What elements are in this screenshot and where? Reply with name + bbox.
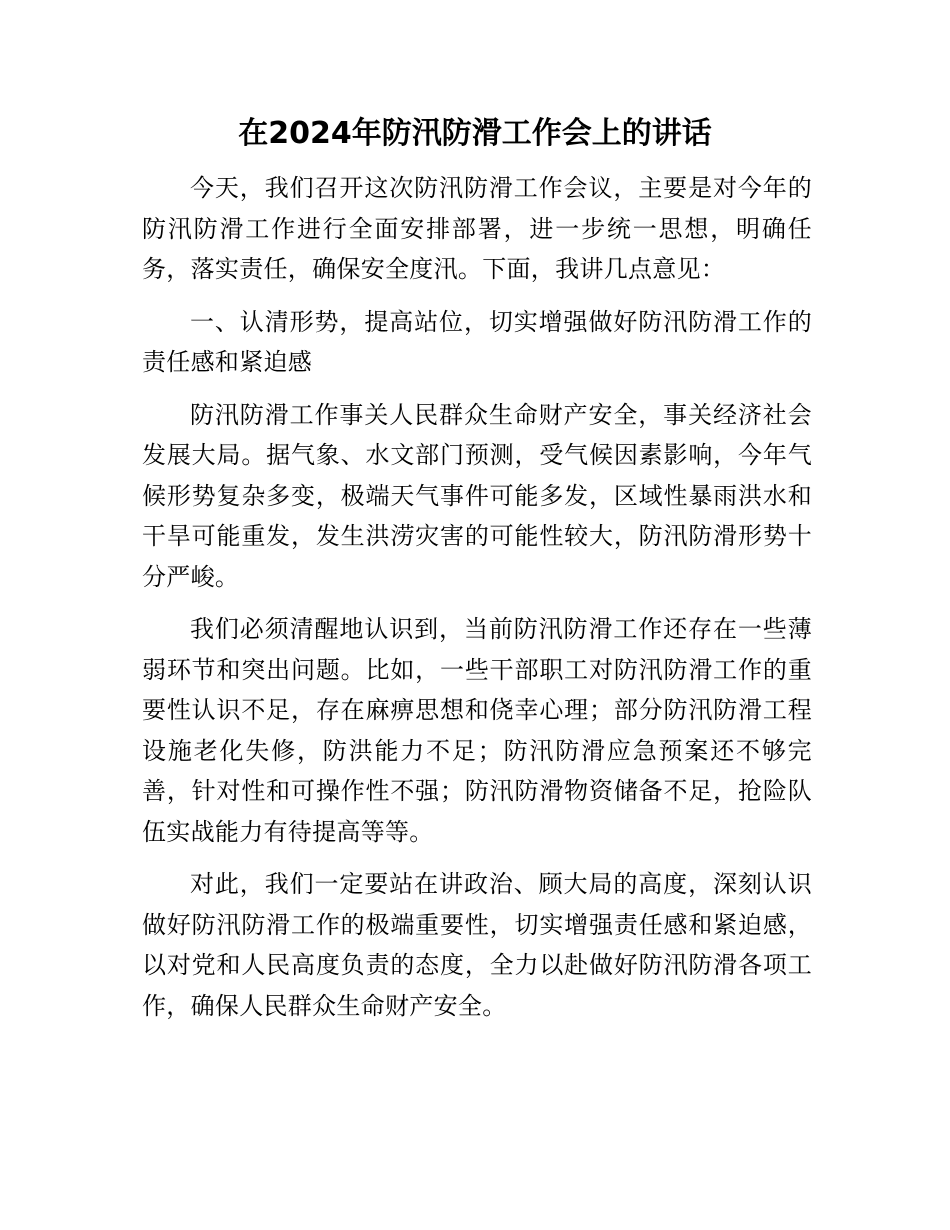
section-heading-1: 一、认清形势，提高站位，切实增强做好防汛防滑工作的责任感和紧迫感 [142,307,812,376]
paragraph-problems: 我们必须清醒地认识到，当前防汛防滑工作还存在一些薄弱环节和突出问题。比如，一些干部职工对防汛防滑工作的重要性认识不足，存在麻痹思想和侥幸心理；部分防汛防滑工程设施老化失修，防洪能力不足；防汛防滑应急预案还不够完善，针对性和可操作性不强；防汛防滑物资储备不足，抢险队伍实战能力有待提高等等。 [142,615,812,846]
document-title: 在2024年防汛防滑工作会上的讲话 [238,116,712,151]
paragraph-situation: 防汛防滑工作事关人民群众生命财产安全，事关经济社会发展大局。据气象、水文部门预测，受气候因素影响，今年气候形势复杂多变，极端天气事件可能多发，区域性暴雨洪水和干旱可能重发，发生洪涝灾害的可能性较大，防汛防滑形势十分严峻。 [142,400,812,591]
paragraph-intro: 今天，我们召开这次防汛防滑工作会议，主要是对今年的防汛防滑工作进行全面安排部署，进一步统一思想，明确任务，落实责任，确保安全度汛。下面，我讲几点意见： [142,174,812,283]
paragraph-conclusion: 对此，我们一定要站在讲政治、顾大局的高度，深刻认识做好防汛防滑工作的极端重要性，切实增强责任感和紧迫感，以对党和人民高度负责的态度，全力以赴做好防汛防滑各项工作，确保人民群众生命财产安全。 [142,870,812,1020]
document-body [142,168,812,1038]
